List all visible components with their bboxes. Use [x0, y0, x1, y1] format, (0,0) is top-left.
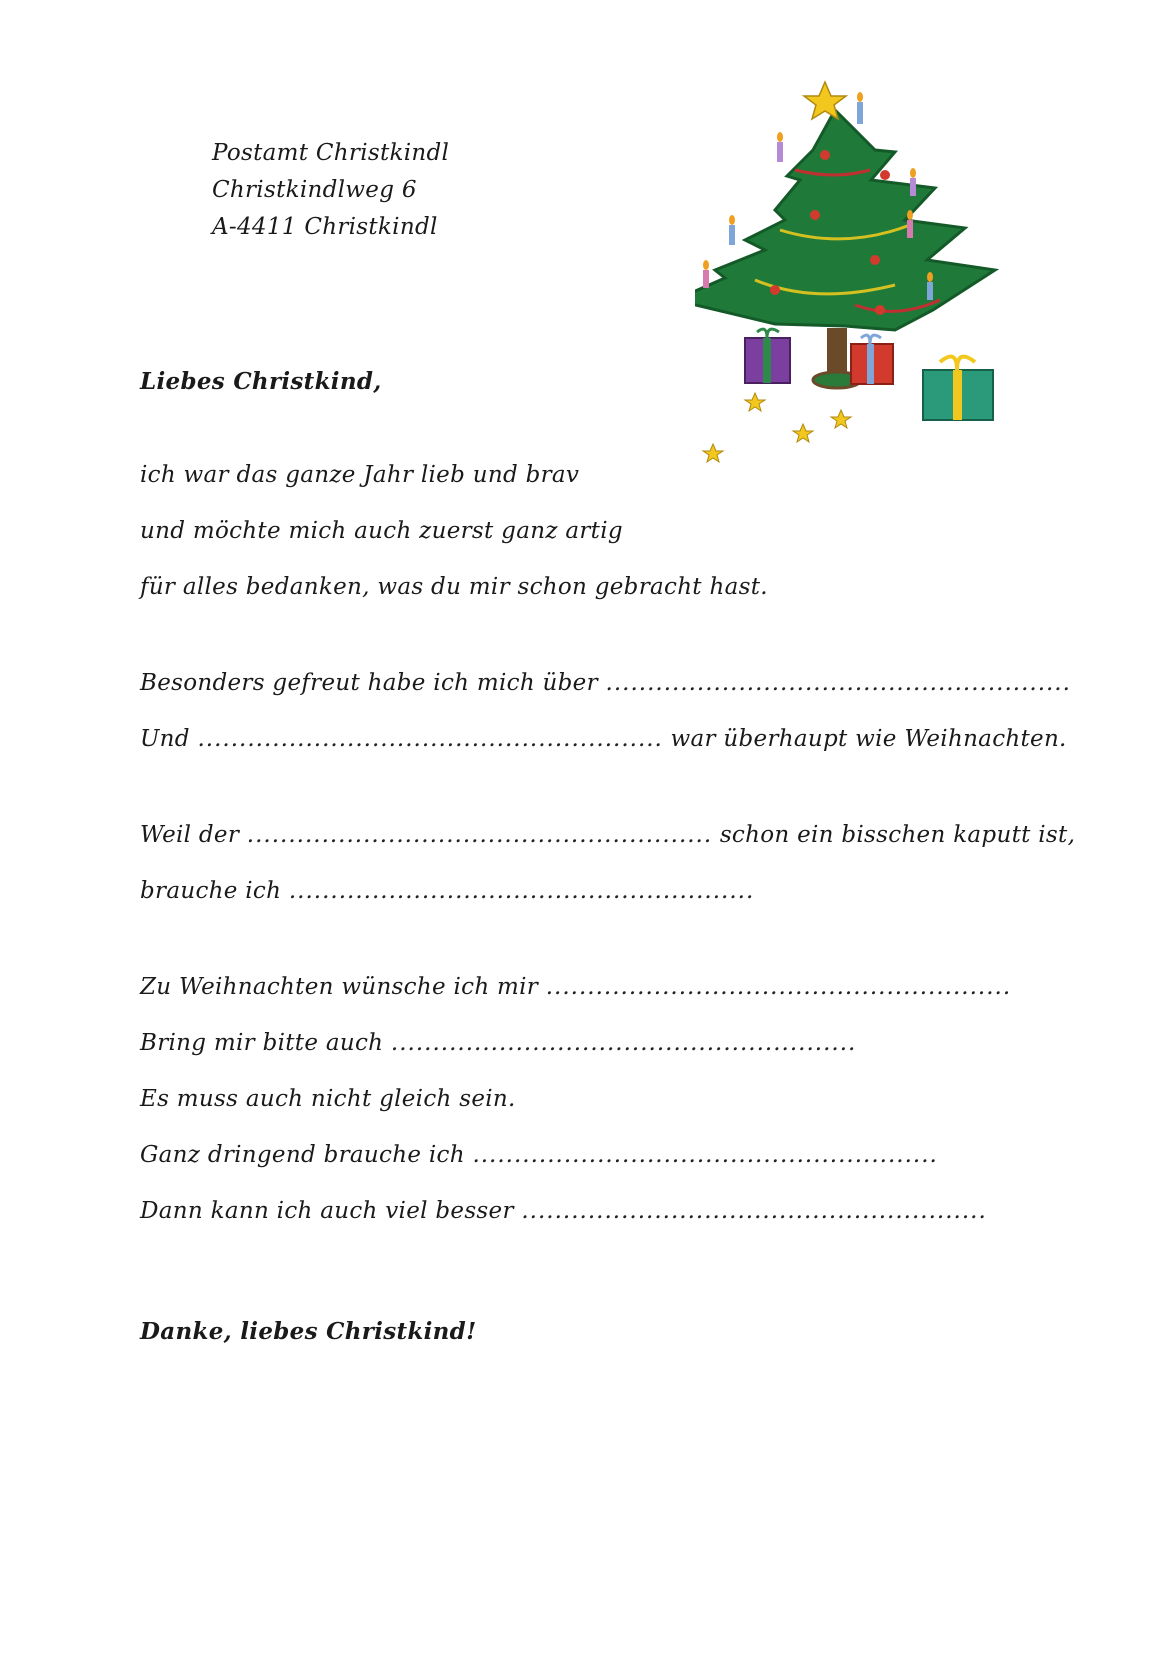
christmas-feeling-suffix: war überhaupt wie Weihnachten.: [670, 726, 1067, 752]
favorite-gift-blank[interactable]: ........................................................: [605, 670, 1071, 696]
broken-item-blank[interactable]: ........................................................: [246, 822, 713, 848]
intro-line-1: ich war das ganze Jahr lieb und brav: [140, 462, 580, 488]
intro-line-2: und möchte mich auch zuerst ganz artig: [140, 518, 623, 544]
address-line-1: Postamt Christkindl: [212, 140, 450, 166]
favorite-gift-label: Besonders gefreut habe ich mich über: [140, 670, 598, 696]
better-blank[interactable]: ........................................................: [521, 1198, 987, 1224]
ornament: [810, 210, 820, 220]
also-bring-line: [140, 1030, 856, 1056]
gift-icon: [923, 357, 993, 420]
wish-line: [140, 974, 1011, 1000]
gift-icon: [851, 335, 893, 384]
christmas-feeling-prefix: Und: [140, 726, 190, 752]
ornament: [875, 305, 885, 315]
address-line-2: Christkindlweg 6: [212, 177, 417, 203]
urgent-need-line: [140, 1142, 938, 1168]
broken-item-prefix: Weil der: [140, 822, 240, 848]
better-label: Dann kann ich auch viel besser: [140, 1198, 514, 1224]
star-icon: [703, 444, 723, 462]
intro-line-3: für alles bedanken, was du mir schon gebracht hast.: [140, 574, 768, 600]
gift-icon: [745, 329, 790, 383]
ornament: [870, 255, 880, 265]
ornament: [820, 150, 830, 160]
christmas-feeling-blank[interactable]: ........................................................: [197, 726, 663, 752]
address-line-3: A-4411 Christkindl: [212, 214, 438, 240]
better-line: [140, 1198, 987, 1224]
broken-item-suffix: schon ein bisschen kaputt ist,: [719, 822, 1076, 848]
closing: Danke, liebes Christkind!: [140, 1318, 477, 1345]
wish-blank[interactable]: ........................................................: [545, 974, 1012, 1000]
wish-label: Zu Weihnachten wünsche ich mir: [140, 974, 539, 1000]
broken-item-line: [140, 822, 1075, 848]
ornament: [770, 285, 780, 295]
christmas-feeling-line: [140, 726, 1067, 752]
urgent-need-label: Ganz dringend brauche ich: [140, 1142, 465, 1168]
star-icon: [831, 410, 851, 428]
also-bring-label: Bring mir bitte auch: [140, 1030, 384, 1056]
also-bring-blank[interactable]: ........................................................: [390, 1030, 857, 1056]
ornament: [880, 170, 890, 180]
christmas-tree-illustration: [695, 80, 1075, 500]
replacement-prefix: brauche ich: [140, 878, 282, 904]
star-icon: [745, 393, 765, 411]
replacement-blank[interactable]: ........................................................: [288, 878, 755, 904]
greeting: Liebes Christkind,: [140, 368, 382, 395]
tree-body: [695, 110, 995, 330]
star-icon: [793, 424, 813, 442]
replacement-line: [140, 878, 754, 904]
urgent-need-blank[interactable]: ........................................................: [472, 1142, 938, 1168]
favorite-gift-line: [140, 670, 1071, 696]
not-same-line: Es muss auch nicht gleich sein.: [140, 1086, 516, 1112]
